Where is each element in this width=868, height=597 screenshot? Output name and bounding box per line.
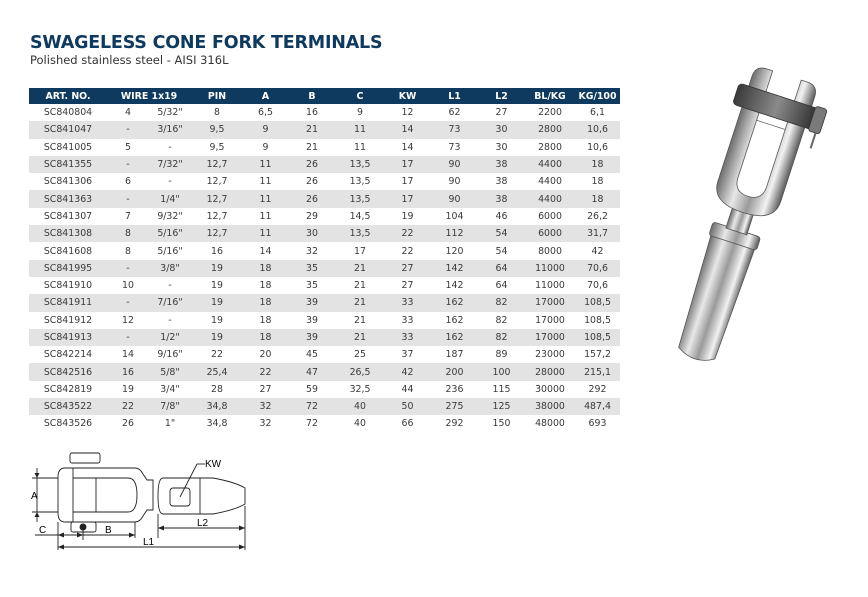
table-cell: 27: [384, 260, 431, 277]
col-b: B: [288, 88, 336, 104]
table-cell: 34,8: [206, 418, 228, 430]
table-cell: 40: [336, 398, 384, 415]
table-cell: 125: [478, 398, 525, 415]
table-cell: 200: [431, 363, 478, 380]
table-cell: 108,5: [584, 314, 611, 326]
table-cell: 33: [384, 294, 431, 311]
col-kg-100: KG/100: [575, 88, 620, 104]
table-cell: -: [168, 176, 172, 188]
table-cell: 487,4: [575, 398, 620, 415]
fork-terminal-photo: [645, 60, 835, 380]
table-cell: 4: [125, 107, 131, 119]
table-cell: 70,6: [575, 260, 620, 277]
table-cell: 108,5: [575, 329, 620, 346]
table-cell: 14: [122, 349, 134, 361]
table-cell: 17000: [525, 329, 575, 346]
table-cell: 35: [288, 260, 336, 277]
table-cell: 26,2: [587, 210, 608, 222]
table-cell: 82: [478, 294, 525, 311]
table-cell: 30: [478, 121, 525, 138]
table-row: [29, 104, 620, 121]
table-cell: 6,1: [590, 107, 605, 119]
table-cell: 11000: [535, 280, 565, 292]
table-cell: 19: [211, 280, 223, 292]
table-cell: SC841355: [29, 156, 107, 173]
table-cell: 19: [191, 260, 243, 277]
table-cell: 5/16": [149, 225, 191, 242]
table-cell: 693: [588, 418, 607, 430]
table-cell: 9,5: [209, 141, 225, 153]
table-cell: 11: [259, 176, 272, 188]
table-cell: 8: [107, 225, 149, 242]
table-row: [29, 329, 620, 346]
table-cell: 54: [478, 225, 525, 242]
table-cell: 104: [445, 210, 464, 222]
table-cell: 38: [478, 156, 525, 173]
table-cell: SC841911: [29, 294, 107, 311]
table-cell: 4400: [525, 156, 575, 173]
page-title: SWAGELESS CONE FORK TERMINALS: [30, 33, 383, 53]
table-cell: 44: [401, 383, 414, 395]
table-cell: 38: [495, 176, 508, 188]
table-cell: 9: [243, 121, 288, 138]
table-row: [29, 346, 620, 363]
table-cell: 7/16": [149, 294, 191, 311]
table-cell: 7/8": [149, 398, 191, 415]
table-cell: 12,7: [206, 210, 228, 222]
table-cell: 19: [211, 314, 223, 326]
table-cell: 25,4: [191, 363, 243, 380]
table-cell: 22: [107, 398, 149, 415]
table-cell: 1/4": [149, 190, 191, 207]
table-cell: 28: [211, 383, 223, 395]
table-cell: 13,5: [336, 190, 384, 207]
table-cell: 30000: [535, 383, 565, 395]
table-cell: 162: [431, 329, 478, 346]
table-cell: 47: [288, 363, 336, 380]
table-cell: SC842516: [29, 363, 107, 380]
table-cell: SC841308: [29, 225, 107, 242]
table-row: [29, 242, 620, 259]
table-cell: -: [168, 280, 172, 292]
table-cell: 187: [445, 349, 464, 361]
table-cell: SC841005: [43, 141, 93, 153]
col-l1: L1: [431, 88, 478, 104]
table-cell: 32: [259, 418, 272, 430]
table-cell: 9/16": [157, 349, 183, 361]
table-cell: 27: [401, 280, 414, 292]
table-cell: 18: [243, 294, 288, 311]
table-cell: 30: [495, 141, 508, 153]
table-cell: 26: [306, 176, 318, 188]
table-cell: 90: [431, 190, 478, 207]
table-cell: 39: [288, 294, 336, 311]
table-cell: 19: [191, 329, 243, 346]
table-row: [29, 173, 620, 190]
table-cell: 16: [306, 107, 318, 119]
table-cell: 13,5: [336, 225, 384, 242]
table-cell: 9/32": [157, 210, 183, 222]
table-cell: 275: [431, 398, 478, 415]
table-cell: 108,5: [575, 294, 620, 311]
table-cell: 33: [401, 314, 414, 326]
table-cell: 13,5: [336, 156, 384, 173]
table-cell: 31,7: [575, 225, 620, 242]
table-cell: 11: [243, 190, 288, 207]
col-bl-kg: BL/KG: [525, 88, 575, 104]
table-cell: 18: [259, 280, 272, 292]
table-cell: 11: [354, 141, 366, 153]
table-cell: 115: [492, 383, 511, 395]
table-cell: 100: [478, 363, 525, 380]
table-cell: SC841608: [43, 245, 93, 257]
table-cell: 38000: [525, 398, 575, 415]
table-cell: 12,7: [206, 176, 228, 188]
table-cell: 162: [431, 294, 478, 311]
col-c: C: [336, 88, 384, 104]
table-cell: 14: [259, 245, 272, 257]
table-cell: 25: [354, 349, 366, 361]
table-cell: 17: [401, 176, 414, 188]
table-cell: 50: [384, 398, 431, 415]
table-cell: 18: [259, 314, 272, 326]
table-row: [29, 415, 620, 432]
table-cell: 5: [125, 141, 131, 153]
table-cell: 14,5: [349, 210, 371, 222]
table-cell: 73: [448, 141, 461, 153]
table-cell: 27: [495, 107, 508, 119]
table-cell: 4400: [538, 176, 562, 188]
table-cell: 215,1: [575, 363, 620, 380]
table-cell: 26,5: [336, 363, 384, 380]
table-cell: 1": [164, 418, 176, 430]
table-cell: 4400: [525, 190, 575, 207]
table-cell: -: [107, 294, 149, 311]
table-cell: SC842819: [43, 383, 93, 395]
table-cell: 32: [306, 245, 318, 257]
table-cell: 90: [431, 156, 478, 173]
table-cell: 5/32": [157, 107, 183, 119]
table-row: [29, 363, 620, 380]
table-cell: 37: [401, 349, 414, 361]
table-cell: 64: [495, 280, 508, 292]
table-cell: 112: [431, 225, 478, 242]
table-cell: SC841306: [43, 176, 93, 188]
table-cell: 6000: [525, 225, 575, 242]
table-cell: 9,5: [191, 121, 243, 138]
table-cell: -: [168, 314, 172, 326]
table-cell: -: [107, 190, 149, 207]
table-cell: 6: [125, 176, 131, 188]
table-cell: 18: [591, 176, 604, 188]
table-cell: 292: [445, 418, 464, 430]
table-cell: 90: [448, 176, 461, 188]
table-cell: 10,6: [575, 121, 620, 138]
table-cell: SC843526: [43, 418, 93, 430]
table-body: [29, 104, 620, 433]
table-cell: 7: [125, 210, 131, 222]
table-cell: 21: [354, 280, 366, 292]
table-cell: 22: [384, 225, 431, 242]
label-a: A: [31, 491, 38, 502]
table-cell: -: [107, 121, 149, 138]
table-cell: 142: [431, 260, 478, 277]
table-cell: 9: [357, 107, 363, 119]
table-row: [29, 156, 620, 173]
table-cell: 32,5: [349, 383, 371, 395]
table-cell: 8000: [538, 245, 562, 257]
table-cell: 120: [445, 245, 464, 257]
table-cell: 12,7: [191, 190, 243, 207]
table-cell: 13,5: [349, 176, 371, 188]
table-row: [29, 121, 620, 138]
table-cell: 17: [384, 190, 431, 207]
table-cell: 30: [288, 225, 336, 242]
label-l2: L2: [197, 518, 209, 529]
table-header-row: [29, 88, 620, 104]
table-cell: 16: [107, 363, 149, 380]
table-cell: SC841910: [43, 280, 93, 292]
table-cell: 18: [243, 329, 288, 346]
table-cell: SC842214: [43, 349, 93, 361]
table-row: [29, 381, 620, 398]
table-cell: 39: [288, 329, 336, 346]
table-row: [29, 398, 620, 415]
table-cell: 26: [288, 190, 336, 207]
table-cell: 28000: [525, 363, 575, 380]
table-cell: 32: [243, 398, 288, 415]
table-cell: 46: [495, 210, 508, 222]
table-cell: 21: [336, 294, 384, 311]
table-cell: 2200: [538, 107, 562, 119]
table-cell: 21: [288, 121, 336, 138]
table-cell: 9: [262, 141, 269, 153]
table-cell: 42: [591, 245, 604, 257]
table-cell: 11: [243, 156, 288, 173]
table-cell: 21: [306, 141, 318, 153]
label-c: C: [39, 525, 47, 536]
table-cell: 72: [288, 398, 336, 415]
table-cell: 7/32": [149, 156, 191, 173]
table-cell: 26: [122, 418, 134, 430]
label-b: B: [105, 525, 112, 536]
table-cell: SC841913: [29, 329, 107, 346]
table-cell: 70,6: [587, 280, 608, 292]
table-row: [29, 208, 620, 225]
table-cell: 33: [384, 329, 431, 346]
table-row: [29, 277, 620, 294]
col-pin: PIN: [191, 88, 243, 104]
spec-table: [29, 88, 620, 433]
table-cell: 11: [243, 225, 288, 242]
table-cell: 72: [306, 418, 318, 430]
table-cell: 3/8": [149, 260, 191, 277]
table-cell: 54: [495, 245, 508, 257]
table-cell: 2800: [538, 141, 562, 153]
col-wire: WIRE 1x19: [107, 88, 191, 104]
table-cell: 18: [243, 260, 288, 277]
table-row: [29, 260, 620, 277]
table-cell: 12,7: [191, 225, 243, 242]
table-cell: 3/16": [149, 121, 191, 138]
table-row: [29, 294, 620, 311]
table-cell: 22: [401, 245, 414, 257]
table-cell: 162: [445, 314, 464, 326]
table-cell: 21: [336, 329, 384, 346]
table-cell: -: [107, 260, 149, 277]
table-cell: 21: [354, 314, 366, 326]
page-subtitle: Polished stainless steel - AISI 316L: [30, 53, 229, 67]
table-cell: 142: [445, 280, 464, 292]
col-kw: KW: [384, 88, 431, 104]
table-cell: 236: [445, 383, 464, 395]
table-cell: -: [168, 141, 172, 153]
table-cell: 16: [211, 245, 223, 257]
table-cell: 11: [259, 210, 272, 222]
table-cell: 5/8": [149, 363, 191, 380]
table-cell: 3/4": [160, 383, 180, 395]
table-cell: 48000: [535, 418, 565, 430]
table-cell: 17: [354, 245, 366, 257]
table-cell: 73: [431, 121, 478, 138]
table-cell: 59: [306, 383, 318, 395]
table-cell: 8: [125, 245, 131, 257]
label-kw: KW: [205, 459, 222, 470]
table-cell: 22: [211, 349, 223, 361]
table-cell: 23000: [535, 349, 565, 361]
table-cell: 17000: [535, 314, 565, 326]
table-cell: 89: [495, 349, 508, 361]
table-cell: 45: [306, 349, 318, 361]
table-cell: 38: [478, 190, 525, 207]
dimension-diagram: [25, 448, 265, 558]
table-cell: 82: [495, 314, 508, 326]
table-cell: 1/2": [149, 329, 191, 346]
table-cell: 35: [306, 280, 318, 292]
table-cell: 17: [384, 156, 431, 173]
label-l1: L1: [143, 537, 155, 548]
table-cell: -: [107, 329, 149, 346]
table-cell: 27: [259, 383, 272, 395]
table-cell: 62: [448, 107, 461, 119]
table-cell: 64: [478, 260, 525, 277]
table-cell: SC841363: [29, 190, 107, 207]
table-cell: SC840804: [43, 107, 93, 119]
table-cell: 10,6: [587, 141, 608, 153]
table-cell: 14: [384, 121, 431, 138]
table-cell: SC841912: [43, 314, 93, 326]
table-cell: 21: [336, 260, 384, 277]
table-cell: 42: [384, 363, 431, 380]
table-cell: SC843522: [29, 398, 107, 415]
table-cell: 12: [401, 107, 414, 119]
table-cell: 26: [288, 156, 336, 173]
table-cell: 19: [191, 294, 243, 311]
table-row: [29, 312, 620, 329]
col-l2: L2: [478, 88, 525, 104]
table-cell: 157,2: [584, 349, 611, 361]
table-cell: SC841995: [29, 260, 107, 277]
table-cell: 14: [401, 141, 414, 153]
table-cell: 19: [122, 383, 134, 395]
table-cell: SC841047: [29, 121, 107, 138]
table-cell: 22: [243, 363, 288, 380]
table-cell: 20: [259, 349, 272, 361]
table-cell: 150: [492, 418, 511, 430]
table-cell: 2800: [525, 121, 575, 138]
table-cell: SC841307: [43, 210, 93, 222]
table-cell: 8: [214, 107, 220, 119]
col-a: A: [243, 88, 288, 104]
table-cell: 18: [575, 156, 620, 173]
table-cell: 34,8: [191, 398, 243, 415]
table-cell: 66: [401, 418, 414, 430]
table-cell: 82: [478, 329, 525, 346]
table-row: [29, 190, 620, 207]
table-row: [29, 225, 620, 242]
table-cell: 11000: [525, 260, 575, 277]
table-cell: -: [107, 156, 149, 173]
table-cell: 18: [575, 190, 620, 207]
table-cell: 12,7: [191, 156, 243, 173]
table-cell: 29: [306, 210, 318, 222]
table-row: [29, 139, 620, 156]
table-cell: 292: [588, 383, 607, 395]
table-cell: 39: [306, 314, 318, 326]
col-art-no: ART. NO.: [29, 88, 107, 104]
table-cell: 12: [122, 314, 134, 326]
table-cell: 10: [122, 280, 134, 292]
table-cell: 40: [354, 418, 366, 430]
table-cell: 11: [336, 121, 384, 138]
table-cell: 6,5: [258, 107, 273, 119]
table-cell: 5/16": [157, 245, 183, 257]
table-cell: 17000: [525, 294, 575, 311]
table-cell: 6000: [538, 210, 562, 222]
table-cell: 19: [401, 210, 414, 222]
